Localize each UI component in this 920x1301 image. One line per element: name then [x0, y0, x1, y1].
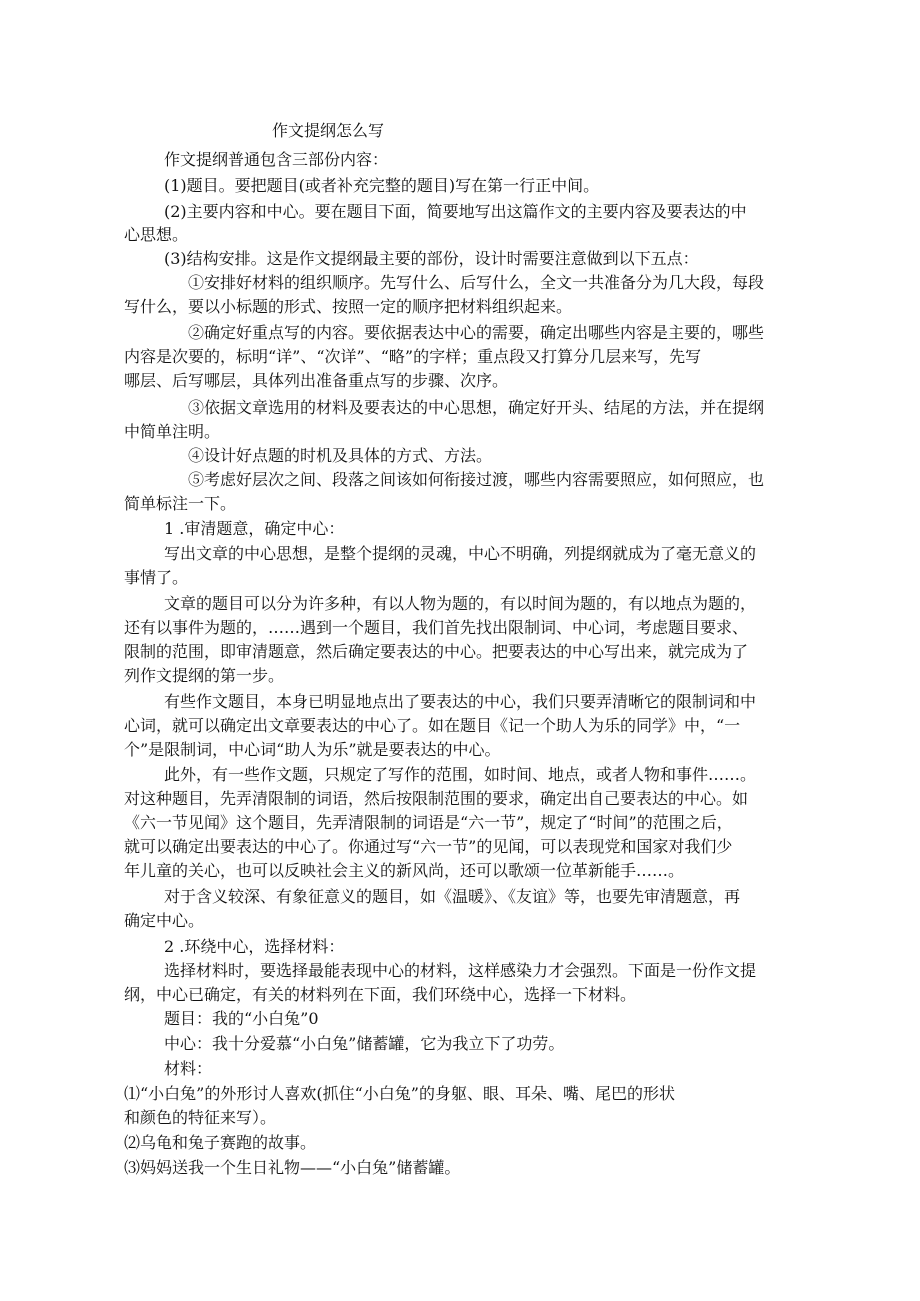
paragraph-line: (1)题目。要把题目(或者补充完整的题目)写在第一行正中间。 — [164, 176, 600, 195]
paragraph-line: 写出文章的中心思想，是整个提纲的灵魂，中心不明确，列提纲就成为了毫无意义的 — [164, 544, 757, 563]
section-heading: 1 .审清题意，确定中心： — [164, 519, 345, 538]
paragraph-line: ②确定好重点写的内容。要依据表达中心的需要，确定出哪些内容是主要的，哪些 — [188, 323, 765, 342]
paragraph-line: 确定中心。 — [124, 911, 205, 930]
paragraph-line: ①安排好材料的组织顺序。先写什么、后写什么，全文一共准备分为几大段，每段 — [188, 273, 765, 292]
paragraph-line: ④设计好点题的时机及具体的方式、方法。 — [188, 446, 493, 465]
paragraph-line: 中简单注明。 — [124, 422, 221, 441]
paragraph-line: 对这种题目，先弄清限制的词语，然后按限制范围的要求，确定出自己要表达的中心。如 — [124, 789, 749, 808]
paragraph-line: 心词，就可以确定出文章要表达的中心了。如在题目《记一个助人为乐的同学》中，“一 — [124, 716, 741, 735]
paragraph-line: 写什么，要以小标题的形式、按照一定的顺序把材料组织起来。 — [124, 297, 573, 316]
paragraph-line: 题目：我的“小白兔”0 — [164, 1009, 319, 1028]
paragraph-line: 此外，有一些作文题，只规定了写作的范围，如时间、地点，或者人物和事件……。 — [164, 765, 757, 784]
paragraph-line: 《六一节见闻》这个题目，先弄清限制的词语是“六一节”，规定了“时间”的范围之后， — [124, 813, 733, 832]
paragraph-line: 限制的范围，即审清题意，然后确定要表达的中心。把要表达的中心写出来，就完成为了 — [124, 642, 749, 661]
paragraph-line: ⑵乌龟和兔子赛跑的故事。 — [124, 1133, 317, 1152]
paragraph-line: 列作文提纲的第一步。 — [124, 666, 285, 685]
paragraph-line: ⑶妈妈送我一个生日礼物——“小白兔”储蓄罐。 — [124, 1158, 461, 1177]
paragraph-line: 有些作文题目，本身已明显地点出了要表达的中心，我们只要弄清晰它的限制词和中 — [164, 692, 757, 711]
paragraph-line: 中心：我十分爱慕“小白兔”储蓄罐，它为我立下了功劳。 — [164, 1034, 565, 1053]
section-heading: 2 .环绕中心，选择材料： — [164, 937, 345, 956]
paragraph-line: 和颜色的特征来写）。 — [124, 1108, 277, 1127]
paragraph-line: 选择材料时，要选择最能表现中心的材料，这样感染力才会强烈。下面是一份作文提 — [164, 961, 757, 980]
paragraph-line: 哪层、后写哪层，具体列出准备重点写的步骤、次序。 — [124, 371, 509, 390]
paragraph-line: ③依据文章选用的材料及要表达的中心思想，确定好开头、结尾的方法，并在提纲 — [188, 398, 765, 417]
paragraph-line: 纲，中心已确定，有关的材料列在下面，我们环绕中心，选择一下材料。 — [124, 985, 637, 1004]
paragraph-line: 年儿童的关心，也可以反映社会主义的新风尚，还可以歌颂一位革新能手……。 — [124, 861, 685, 880]
paragraph-line: 材料： — [164, 1059, 213, 1078]
paragraph-line: 就可以确定出要表达的中心了。你通过写“六一节”的见闻，可以表现党和国家对我们少 — [124, 837, 733, 856]
paragraph-line: ⑤考虑好层次之间、段落之间该如何衔接过渡，哪些内容需要照应，如何照应，也 — [188, 470, 765, 489]
paragraph-line: 事情了。 — [124, 568, 189, 587]
paragraph-line: ⑴“小白兔”的外形讨人喜欢(抓住“小白兔”的身躯、眼、耳朵、嘴、尾巴的形状 — [124, 1084, 675, 1103]
paragraph-line: 心思想。 — [124, 225, 189, 244]
paragraph-line: (2)主要内容和中心。要在题目下面，简要地写出这篇作文的主要内容及要表达的中 — [164, 202, 747, 221]
paragraph-line: 内容是次要的，标明“详”、“次详”、“略”的字样；重点段又打算分几层来写，先写 — [124, 347, 702, 366]
paragraph-line: 对于含义较深、有象征意义的题目，如《温暖》、《友谊》等，也要先审清题意，再 — [164, 887, 741, 906]
paragraph-line: 作文提纲普通包含三部份内容： — [164, 150, 389, 169]
document-title: 作文提纲怎么写 — [272, 121, 385, 140]
paragraph-line: (3)结构安排。这是作文提纲最主要的部份，设计时需要注意做到以下五点： — [164, 249, 699, 268]
paragraph-line: 个”是限制词，中心词“助人为乐”就是要表达的中心。 — [124, 740, 501, 759]
paragraph-line: 简单标注一下。 — [124, 494, 237, 513]
paragraph-line: 文章的题目可以分为许多种，有以人物为题的，有以时间为题的，有以地点为题的， — [164, 594, 757, 613]
paragraph-line: 还有以事件为题的，……遇到一个题目，我们首先找出限制词、中心词，考虑题目要求、 — [124, 618, 749, 637]
